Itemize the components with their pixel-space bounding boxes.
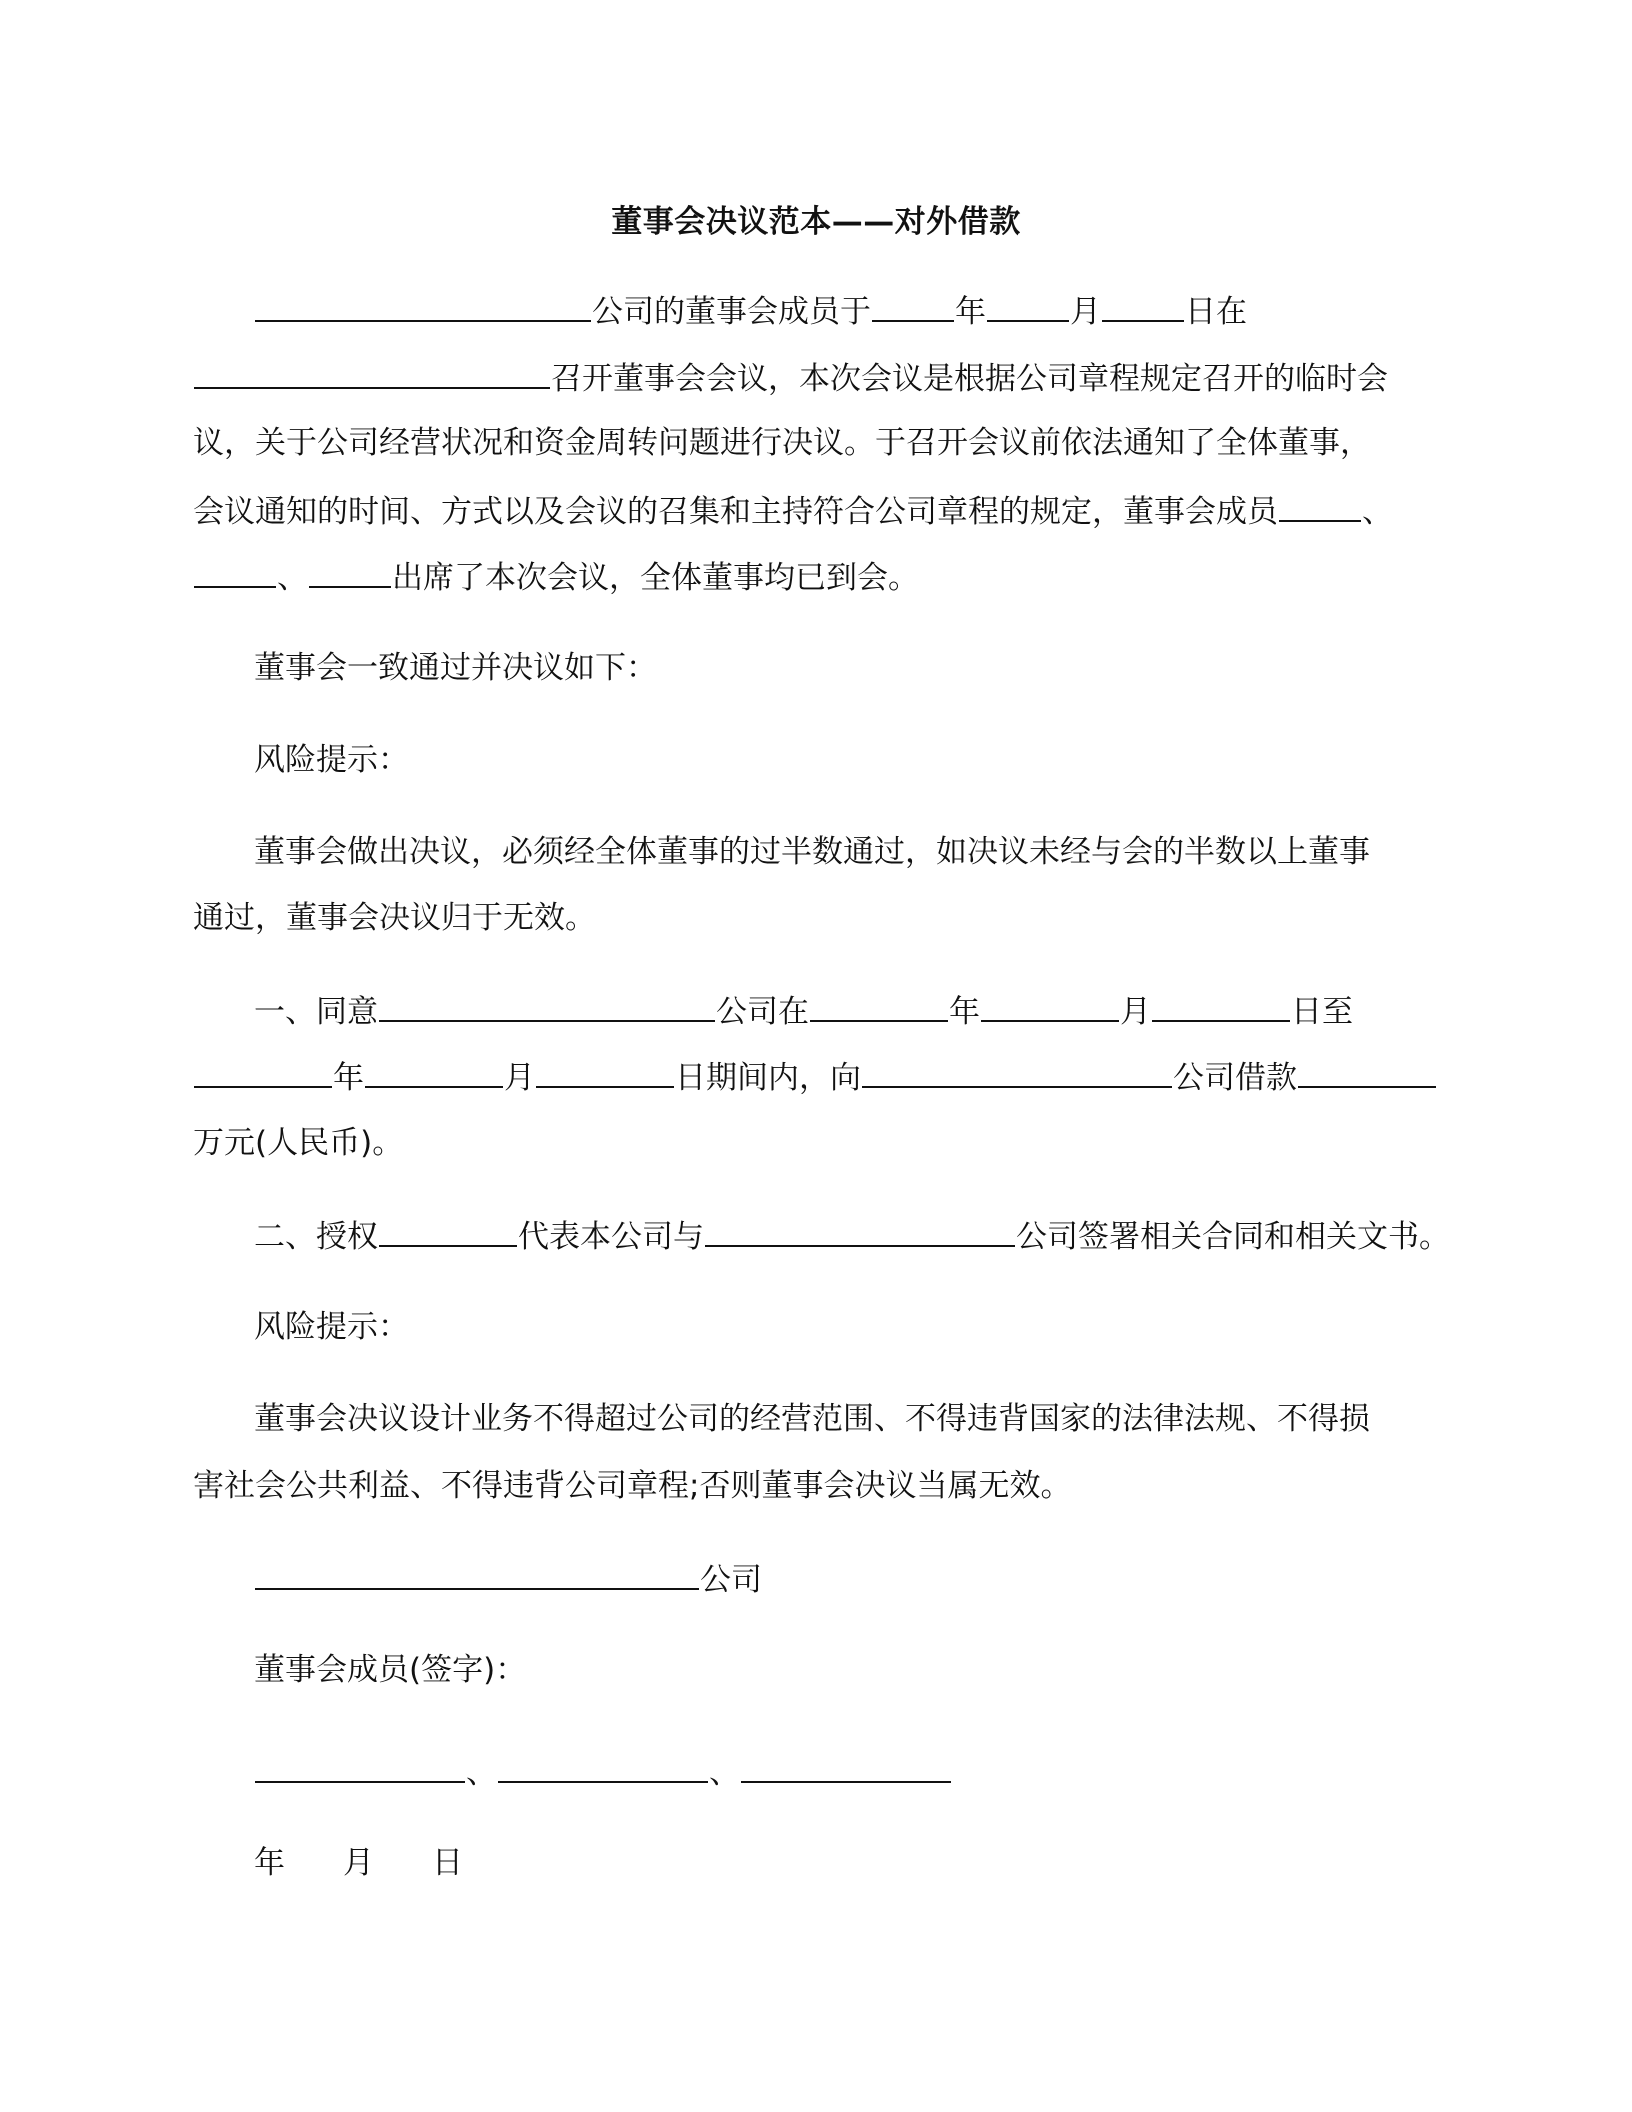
loan-amount-blank[interactable]: [1298, 1056, 1436, 1088]
signature-company-blank[interactable]: [255, 1558, 699, 1590]
start-month-blank[interactable]: [981, 990, 1119, 1022]
member-signature-3-blank[interactable]: [741, 1751, 951, 1783]
intro-line-3: 议，关于公司经营状况和资金周转问题进行决议。于召开会议前依法通知了全体董事，: [193, 425, 1371, 461]
item-2-line: 二、授权 代表本公司与 公司签署相关合同和相关文书。: [254, 1215, 1450, 1257]
lender-company-blank[interactable]: [862, 1056, 1172, 1088]
end-month-blank[interactable]: [365, 1056, 503, 1088]
company-blank-item1[interactable]: [379, 990, 715, 1022]
end-day-blank[interactable]: [536, 1056, 674, 1088]
date-month-label: 月: [343, 1845, 374, 1881]
meeting-month-blank[interactable]: [987, 290, 1069, 322]
director-1-blank[interactable]: [1279, 490, 1361, 522]
date-day-label: 日: [432, 1845, 463, 1881]
start-day-blank[interactable]: [1152, 990, 1290, 1022]
counterparty-company-blank[interactable]: [705, 1215, 1015, 1247]
director-2-blank[interactable]: [194, 556, 276, 588]
risk-1-line-2: 通过，董事会决议归于无效。: [193, 900, 596, 936]
member-signature-1-blank[interactable]: [255, 1751, 465, 1783]
document-title: 董事会决议范本——对外借款: [611, 204, 1021, 240]
intro-line-5: 、 出席了本次会议，全体董事均已到会。: [193, 556, 919, 598]
risk-2-line-1: 董事会决议设计业务不得超过公司的经营范围、不得违背国家的法律法规、不得损: [254, 1401, 1370, 1437]
signature-date-line: [254, 1843, 463, 1883]
authorized-person-blank[interactable]: [379, 1215, 517, 1247]
board-members-signature-label: 董事会成员(签字)：: [254, 1652, 527, 1688]
risk-2-line-2: 害社会公共利益、不得违背公司章程;否则董事会决议当属无效。: [193, 1468, 1072, 1504]
item-1-line-1: 一、同意 公司在 年 月 日至: [254, 990, 1353, 1032]
meeting-day-blank[interactable]: [1102, 290, 1184, 322]
member-signature-2-blank[interactable]: [498, 1751, 708, 1783]
date-year-label: 年: [254, 1845, 285, 1881]
signature-company-line: 公司: [254, 1558, 762, 1600]
meeting-year-blank[interactable]: [872, 290, 954, 322]
unanimous-resolution: 董事会一致通过并决议如下：: [254, 650, 657, 686]
item-1-line-3: 万元(人民币)。: [193, 1125, 404, 1161]
end-year-blank[interactable]: [194, 1056, 332, 1088]
meeting-place-blank[interactable]: [194, 357, 550, 389]
item-1-line-2: 年 月 日期间内，向 公司借款: [193, 1056, 1437, 1098]
intro-line-4: 会议通知的时间、方式以及会议的召集和主持符合公司章程的规定，董事会成员 、: [193, 490, 1393, 532]
risk-label-2: 风险提示：: [254, 1309, 409, 1345]
risk-label-1: 风险提示：: [254, 742, 409, 778]
company-name-blank[interactable]: [255, 290, 591, 322]
intro-line-1: 公司的董事会成员于 年 月 日在: [254, 290, 1247, 332]
start-year-blank[interactable]: [810, 990, 948, 1022]
director-3-blank[interactable]: [309, 556, 391, 588]
risk-1-line-1: 董事会做出决议，必须经全体董事的过半数通过，如决议未经与会的半数以上董事: [254, 834, 1370, 870]
intro-line-2: 召开董事会会议，本次会议是根据公司章程规定召开的临时会: [193, 357, 1388, 399]
member-signature-line: 、 、: [254, 1751, 952, 1793]
